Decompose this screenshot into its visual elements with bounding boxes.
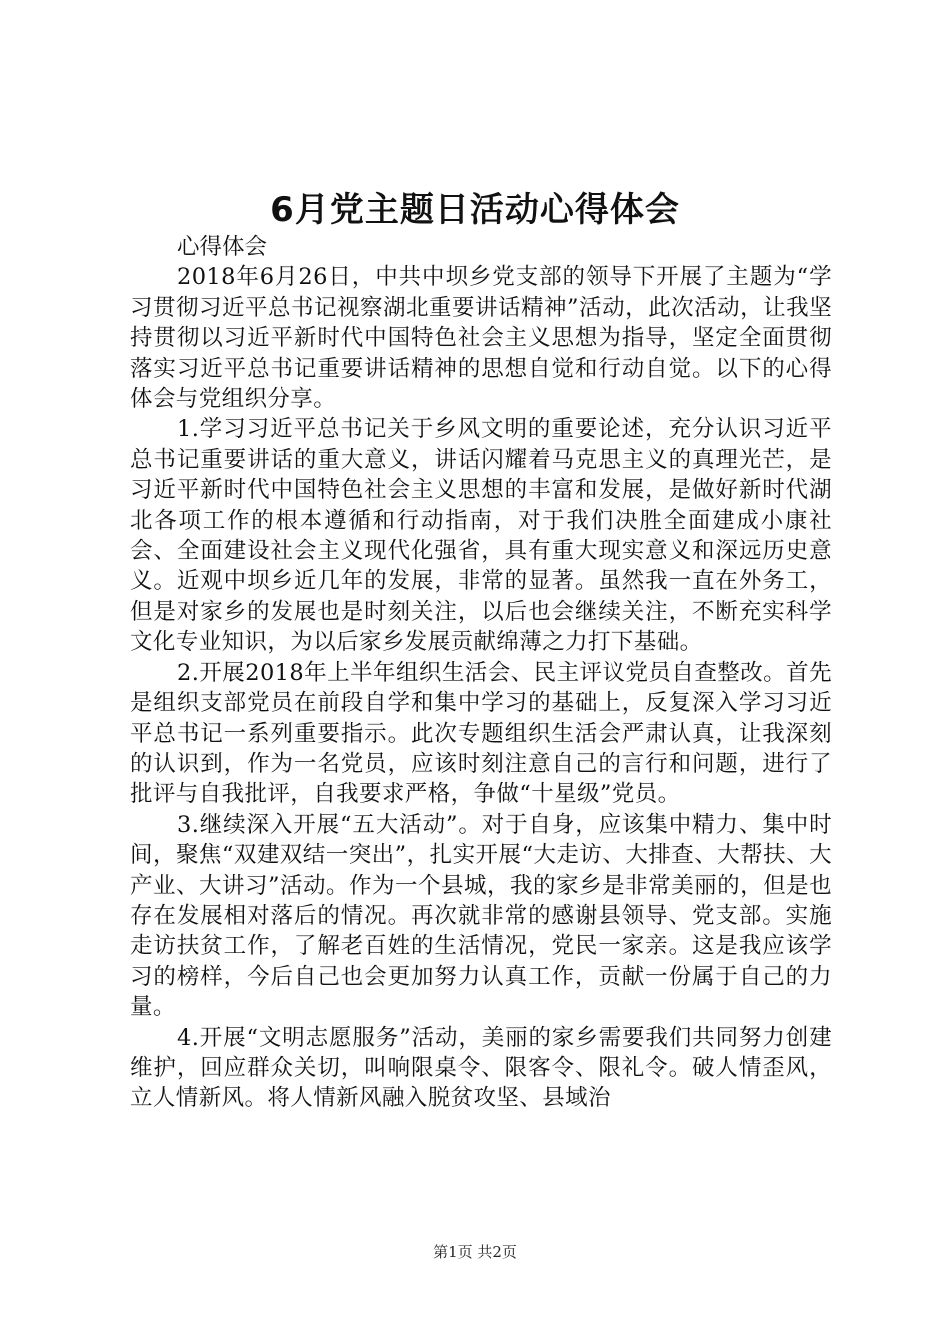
document-body bbox=[130, 232, 832, 1114]
paragraph-intro: 2018年6月26日，中共中坝乡党支部的领导下开展了主题为“学习贯彻习近平总书记视察湖北重要讲话精神”活动，此次活动，让我坚持贯彻以习近平新时代中国特色社会主义思想为指导，坚定全面贯彻落实习近平总书记重要讲话精神的思想自觉和行动自觉。以下的心得体会与党组织分享。 bbox=[130, 264, 832, 413]
page-footer: 第1页 共2页 bbox=[433, 1243, 517, 1261]
paragraph-item-1: 1.学习习近平总书记关于乡风文明的重要论述，充分认识习近平总书记重要讲话的重大意义，讲话闪耀着马克思主义的真理光芒，是习近平新时代中国特色社会主义思想的丰富和发展，是做好新时代湖北各项工作的根本遵循和行动指南，对于我们决胜全面建成小康社会、全面建设社会主义现代化强省，具有重大现实意义和深远历史意义。近观中坝乡近几年的发展，非常的显著。虽然我一直在外务工，但是对家乡的发展也是时刻关注，以后也会继续关注，不断充实科学文化专业知识，为以后家乡发展贡献绵薄之力打下基础。 bbox=[130, 416, 832, 656]
paragraph-item-3: 3.继续深入开展“五大活动”。对于自身，应该集中精力、集中时间，聚焦“双建双结一突出”，扎实开展“大走访、大排查、大帮扶、大产业、大讲习”活动。作为一个县城，我的家乡是非常美丽的，但是也存在发展相对落后的情况。再次就非常的感谢县领导、党支部。实施走访扶贫工作，了解老百姓的生活情况，党民一家亲。这是我应该学习的榜样，今后自己也会更加努力认真工作，贡献一份属于自己的力量。 bbox=[130, 811, 832, 1021]
section-label: 心得体会 bbox=[177, 234, 268, 260]
document-title: 6月党主题日活动心得体会 bbox=[270, 190, 680, 230]
paragraph-item-2: 2.开展2018年上半年组织生活会、民主评议党员自查整改。首先是组织支部党员在前段自学和集中学习的基础上，反复深入学习习近平总书记一系列重要指示。此次专题组织生活会严肃认真，让我深刻的认识到，作为一名党员，应该时刻注意自己的言行和问题，进行了批评与自我批评，自我要求严格，争做“十星级”党员。 bbox=[130, 659, 832, 808]
paragraph-item-4: 4.开展“文明志愿服务”活动，美丽的家乡需要我们共同努力创建维护，回应群众关切，叫响限桌令、限客令、限礼令。破人情歪风，立人情新风。将人情新风融入脱贫攻坚、县域治 bbox=[130, 1024, 832, 1112]
